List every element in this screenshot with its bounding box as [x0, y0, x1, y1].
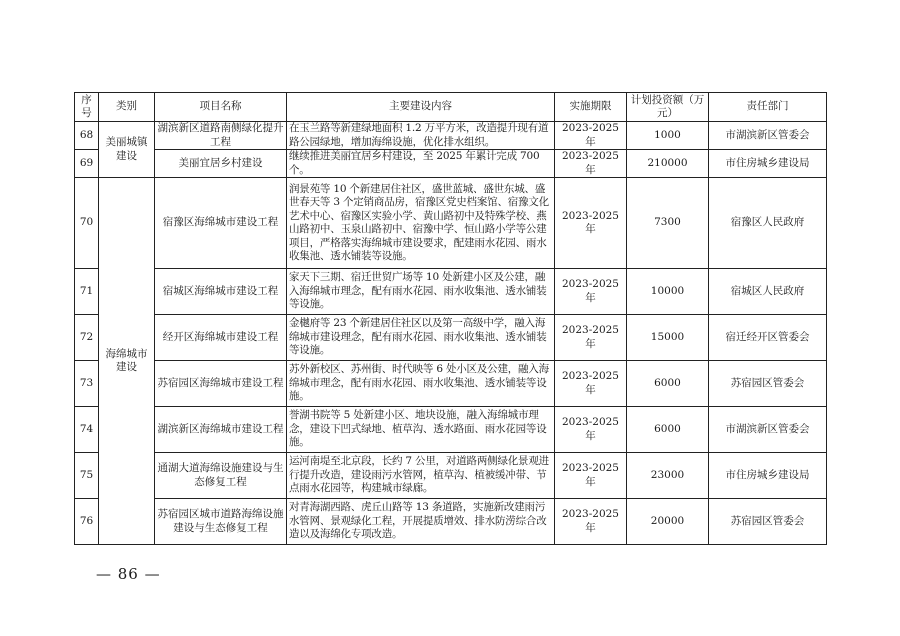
cell-name: 湖滨新区海绵城市建设工程	[155, 407, 287, 453]
cell-content: 继续推进美丽宜居乡村建设，至 2025 年累计完成 700 个。	[287, 150, 555, 178]
cell-seq: 76	[75, 499, 99, 545]
table-row	[75, 315, 827, 361]
table-row	[75, 269, 827, 315]
cell-investment: 6000	[627, 361, 709, 407]
cell-content: 对青海湖西路、虎丘山路等 13 条道路，实施新改建雨污水管网、景观绿化工程，开展提质增效、排水防涝综合改造以及海绵化专项改造。	[287, 499, 555, 545]
page-number: — 86 —	[96, 565, 161, 583]
header-category: 类别	[99, 93, 155, 122]
cell-investment: 210000	[627, 150, 709, 178]
cell-seq: 75	[75, 453, 99, 499]
cell-period: 2023-2025 年	[555, 361, 627, 407]
cell-investment: 10000	[627, 269, 709, 315]
cell-investment: 15000	[627, 315, 709, 361]
cell-name: 美丽宜居乡村建设	[155, 150, 287, 178]
table-row	[75, 122, 827, 150]
cell-period: 2023-2025 年	[555, 407, 627, 453]
cell-seq: 69	[75, 150, 99, 178]
cell-investment: 1000	[627, 122, 709, 150]
cell-dept: 宿城区人民政府	[709, 269, 827, 315]
project-table	[74, 92, 827, 545]
cell-content: 运河南堤至北京段，长约 7 公里，对道路两侧绿化景观进行提升改造，建设雨污水管网，植草沟、植被缓冲带、节点雨水花园等，构建城市绿廊。	[287, 453, 555, 499]
table-row	[75, 178, 827, 269]
cell-name: 宿城区海绵城市建设工程	[155, 269, 287, 315]
cell-seq: 71	[75, 269, 99, 315]
cell-name: 苏宿园区海绵城市建设工程	[155, 361, 287, 407]
table-row	[75, 150, 827, 178]
cell-seq: 72	[75, 315, 99, 361]
cell-dept: 苏宿园区管委会	[709, 361, 827, 407]
cell-content: 苏外新校区、苏州街、时代映等 6 处小区及公建，融入海绵城市理念，配有雨水花园、雨水收集池、透水铺装等设施。	[287, 361, 555, 407]
cell-seq: 70	[75, 178, 99, 269]
header-period: 实施期限	[555, 93, 627, 122]
cell-period: 2023-2025 年	[555, 315, 627, 361]
cell-period: 2023-2025 年	[555, 178, 627, 269]
header-seq: 序号	[75, 93, 99, 122]
cell-seq: 74	[75, 407, 99, 453]
cell-name: 经开区海绵城市建设工程	[155, 315, 287, 361]
cell-name: 通湖大道海绵设施建设与生态修复工程	[155, 453, 287, 499]
cell-seq: 73	[75, 361, 99, 407]
cell-investment: 23000	[627, 453, 709, 499]
cell-period: 2023-2025 年	[555, 499, 627, 545]
cell-dept: 苏宿园区管委会	[709, 499, 827, 545]
cell-content: 誉湖书院等 5 处新建小区、地块设施，融入海绵城市理念，建设下凹式绿地、植草沟、透水路面、雨水花园等设施。	[287, 407, 555, 453]
cell-dept: 市住房城乡建设局	[709, 150, 827, 178]
cell-investment: 6000	[627, 407, 709, 453]
table-row	[75, 453, 827, 499]
table-row	[75, 499, 827, 545]
header-investment: 计划投资额（万元）	[627, 93, 709, 122]
cell-dept: 宿豫区人民政府	[709, 178, 827, 269]
cell-content: 在玉兰路等新建绿地面积 1.2 万平方米，改造提升现有道路公园绿地，增加海绵设施，优化排水组织。	[287, 122, 555, 150]
cell-dept: 市湖滨新区管委会	[709, 407, 827, 453]
cell-category: 美丽城镇建设	[99, 122, 155, 178]
cell-period: 2023-2025 年	[555, 122, 627, 150]
cell-investment: 20000	[627, 499, 709, 545]
cell-investment: 7300	[627, 178, 709, 269]
cell-content: 金樾府等 23 个新建居住社区以及第一高级中学，融入海绵城市建设理念，配有雨水花园、雨水收集池、透水铺装等设施。	[287, 315, 555, 361]
cell-dept: 市湖滨新区管委会	[709, 122, 827, 150]
header-content: 主要建设内容	[287, 93, 555, 122]
cell-dept: 市住房城乡建设局	[709, 453, 827, 499]
cell-period: 2023-2025 年	[555, 150, 627, 178]
table-row	[75, 361, 827, 407]
header-name: 项目名称	[155, 93, 287, 122]
cell-dept: 宿迁经开区管委会	[709, 315, 827, 361]
cell-name: 宿豫区海绵城市建设工程	[155, 178, 287, 269]
cell-category: 海绵城市建设	[99, 178, 155, 545]
cell-content: 润景苑等 10 个新建居住社区，盛世蓝城、盛世东城、盛世春天等 3 个定销商品房，宿豫区党史档案馆、宿豫文化艺术中心、宿豫区实验小学、黄山路初中及特殊学校、燕山路初中、玉泉山路初中、宿豫中学、恒山路小学等公建项目，严格落实海绵城市建设要求，配建雨水花园、雨水收集池、透水铺装等设施。	[287, 178, 555, 269]
cell-content: 家天下三期、宿迁世贸广场等 10 处新建小区及公建，融入海绵城市理念，配有雨水花园、雨水收集池、透水铺装等设施。	[287, 269, 555, 315]
cell-period: 2023-2025 年	[555, 269, 627, 315]
cell-period: 2023-2025 年	[555, 453, 627, 499]
cell-name: 苏宿园区城市道路海绵设施建设与生态修复工程	[155, 499, 287, 545]
cell-name: 湖滨新区道路南侧绿化提升工程	[155, 122, 287, 150]
header-row	[75, 93, 827, 122]
header-dept: 责任部门	[709, 93, 827, 122]
table-row	[75, 407, 827, 453]
cell-seq: 68	[75, 122, 99, 150]
